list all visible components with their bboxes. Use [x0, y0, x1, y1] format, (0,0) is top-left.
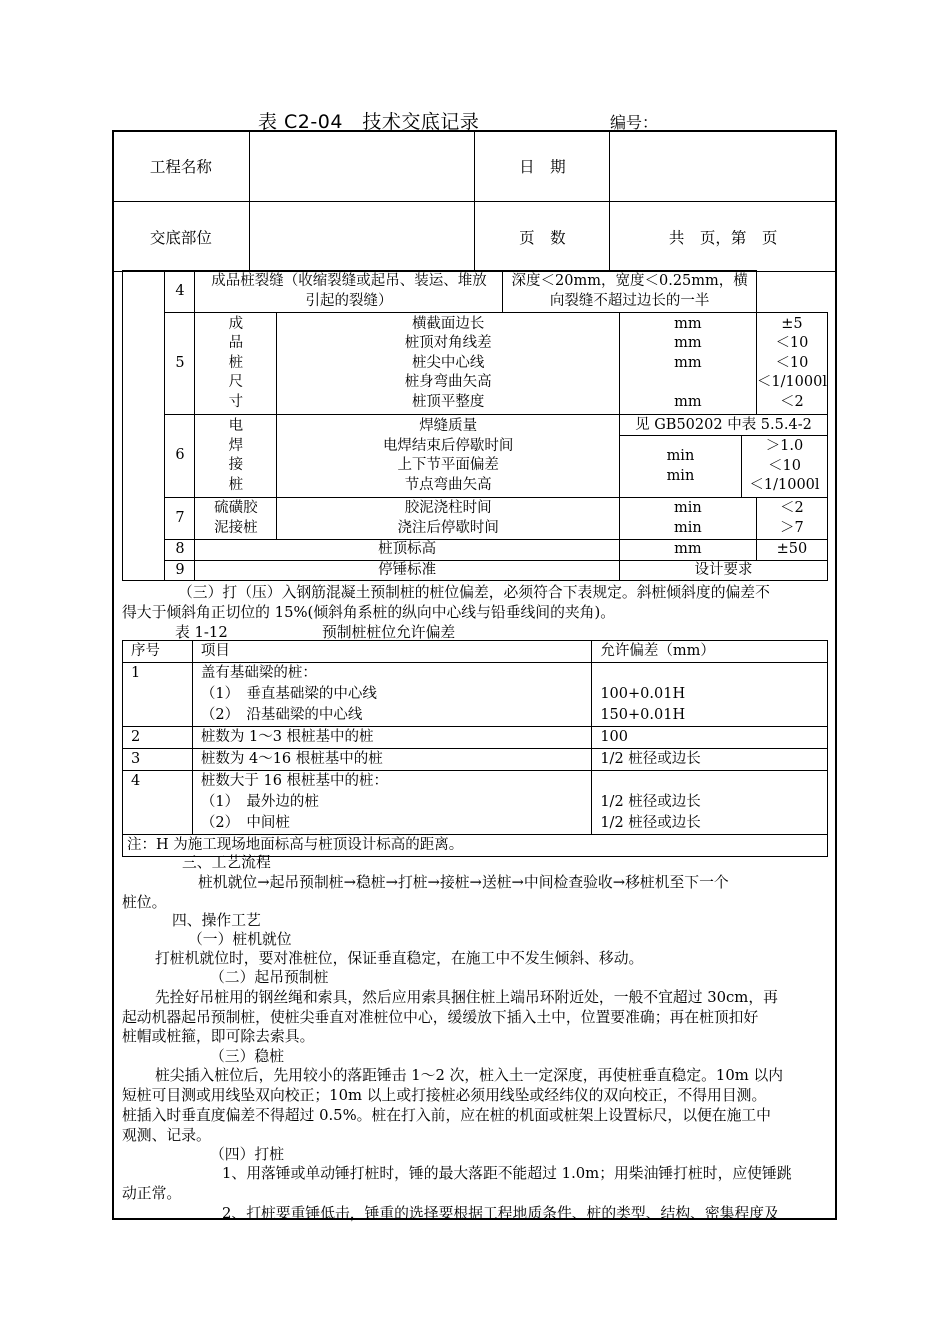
spec-item: 桩顶标高 [195, 540, 620, 561]
paragraph-line: 动正常。 [122, 1185, 182, 1202]
paragraph-line: 打桩机就位时，要对准桩位，保证垂直稳定，在施工中不发生倾斜、移动。 [155, 950, 644, 967]
row-number: 2 [123, 727, 193, 749]
table-row [123, 771, 828, 835]
deviation-value: 100 [592, 727, 828, 749]
spec-unit: min min [619, 498, 756, 540]
form-title: 表 C2-04 技术交底记录 [258, 111, 480, 133]
paragraph-line: 2、打桩要重锤低击，锤重的选择要根据工程地质条件、桩的类型、结构、密集程度及 [222, 1205, 779, 1222]
spec-group: 硫磺胶 泥接桩 [195, 498, 277, 540]
spec-value: ±5 ＜10 ＜10 ＜1/1000l ＜2 [756, 313, 827, 415]
table-row [123, 560, 828, 581]
spec-item: 横截面边长 桩顶对角线差 桩尖中心线 桩身弯曲矢高 桩顶平整度 [277, 313, 620, 415]
location-label: 交底部位 [113, 202, 250, 272]
spec-left-blank [123, 271, 165, 581]
row-number: 3 [123, 749, 193, 771]
project-name-label: 工程名称 [113, 131, 250, 202]
paragraph-line: 得大于倾斜角正切位的 15%(倾斜角系桩的纵向中心线与铅垂线间的夹角)。 [122, 604, 616, 621]
deviation-table [122, 640, 828, 857]
table-row [123, 727, 828, 749]
spec-group: 电 焊 接 桩 [195, 415, 277, 498]
pages-label: 页 数 [475, 202, 610, 272]
table-row [123, 498, 828, 540]
column-header: 项目 [192, 641, 591, 663]
info-table [112, 130, 837, 272]
row-number: 5 [165, 313, 195, 415]
location-field[interactable] [249, 202, 475, 272]
deviation-item: 盖有基础梁的桩： （1） 垂直基础梁的中心线 （2） 沿基础梁的中心线 [192, 663, 591, 727]
paragraph-line: 桩插入时垂直度偏差不得超过 0.5%。桩在打入前，应在桩的机面或桩架上设置标尺，以便在施工中 [122, 1107, 771, 1124]
table-row [123, 540, 828, 561]
row-number: 4 [123, 771, 193, 835]
paragraph-line: 桩机就位→起吊预制桩→稳桩→打桩→接桩→送桩→中间检查验收→移桩机至下一个 [198, 874, 729, 891]
spec-item: 成品桩裂缝（收缩裂缝或起吊、装运、堆放 引起的裂缝） [195, 271, 503, 313]
pages-field[interactable]: 共 页，第 页 [610, 202, 837, 272]
table-note: 注：H 为施工现场地面标高与桩顶设计标高的距离。 [123, 835, 828, 857]
date-label: 日 期 [475, 131, 610, 202]
spec-group: 成 品 桩 尺 寸 [195, 313, 277, 415]
table-row [123, 271, 828, 313]
table-row [123, 415, 828, 498]
paragraph-line: （三）打（压）入钢筋混凝土预制桩的桩位偏差，必须符合下表规定。斜桩倾斜度的偏差不 [178, 584, 770, 601]
spec-item: 焊缝质量 电焊结束后停歇时间 上下节平面偏差 节点弯曲矢高 [277, 415, 620, 498]
spec-unit: mm [619, 540, 756, 561]
paragraph-line: 桩帽或桩箍，即可除去索具。 [122, 1028, 315, 1045]
spec-value: ±50 [756, 540, 827, 561]
date-field[interactable] [610, 131, 837, 202]
row-number: 1 [123, 663, 193, 727]
spec-item: 停锤标准 [195, 560, 620, 581]
paragraph-line: 1、用落锤或单动锤打桩时，锤的最大落距不能超过 1.0m；用柴油锤打桩时，应使锤跳 [222, 1165, 792, 1182]
table-caption-number: 表 1-12 [175, 624, 228, 641]
paragraph-line: 桩尖插入桩位后，先用较小的落距锤击 1～2 次，桩入土一定深度，再使桩垂直稳定。10m 以内 [155, 1067, 784, 1084]
deviation-item: 桩数为 1～3 根桩基中的桩 [192, 727, 591, 749]
paragraph-line: 观测、记录。 [122, 1127, 211, 1144]
subsection-heading: （三）稳桩 [210, 1048, 284, 1065]
spec-requirement: 深度＜20mm，宽度＜0.25mm，横 向裂缝不超过边长的一半 [503, 271, 756, 313]
table-row [123, 663, 828, 727]
column-header: 序号 [123, 641, 193, 663]
spec-requirement: 见 GB50202 中表 5.5.4-2 min min ＞1.0 ＜10 ＜1/1000l [619, 415, 827, 498]
column-header: 允许偏差（mm） [592, 641, 828, 663]
table-header-row [123, 641, 828, 663]
deviation-value: 1/2 桩径或边长 [592, 749, 828, 771]
deviation-value: 1/2 桩径或边长 1/2 桩径或边长 [592, 771, 828, 835]
paragraph-line: 桩位。 [122, 894, 167, 911]
row-number: 6 [165, 415, 195, 498]
spec-value: ＜2 ＞7 [756, 498, 827, 540]
subsection-heading: （二）起吊预制桩 [210, 969, 329, 986]
serial-number-label: 编号： [610, 113, 659, 132]
table-row [123, 313, 828, 415]
spec-unit: mm mm mm mm [619, 313, 756, 415]
paragraph-line: 起动机器起吊预制桩，使桩尖垂直对准桩位中心，缓缓放下插入土中，位置要准确；再在桩顶扣好 [122, 1009, 759, 1026]
deviation-value: 100+0.01H 150+0.01H [592, 663, 828, 727]
spec-table [122, 270, 828, 581]
table-row [123, 749, 828, 771]
section-heading: 三、工艺流程 [182, 854, 271, 871]
row-number: 4 [165, 271, 195, 313]
paragraph-line: 先拴好吊桩用的钢丝绳和索具，然后应用索具捆住桩上端吊环附近处，一般不宜超过 30cm，再 [155, 989, 778, 1006]
row-number: 7 [165, 498, 195, 540]
row-number: 8 [165, 540, 195, 561]
table-caption-title: 预制桩桩位允许偏差 [322, 624, 456, 641]
section-heading: 四、操作工艺 [172, 912, 261, 929]
spec-value: 设计要求 [619, 560, 827, 581]
paragraph-line: 短桩可目测或用线坠双向校正；10m 以上或打接桩必须用线坠或经纬仪的双向校正，不得用目测。 [122, 1087, 767, 1104]
deviation-item: 桩数大于 16 根桩基中的桩： （1） 最外边的桩 （2） 中间桩 [192, 771, 591, 835]
row-number: 9 [165, 560, 195, 581]
subsection-heading: （四）打桩 [210, 1146, 284, 1163]
subsection-heading: （一）桩机就位 [188, 931, 292, 948]
deviation-item: 桩数为 4～16 根桩基中的桩 [192, 749, 591, 771]
project-name-field[interactable] [249, 131, 475, 202]
spec-item: 胶泥浇柱时间 浇注后停歇时间 [277, 498, 620, 540]
